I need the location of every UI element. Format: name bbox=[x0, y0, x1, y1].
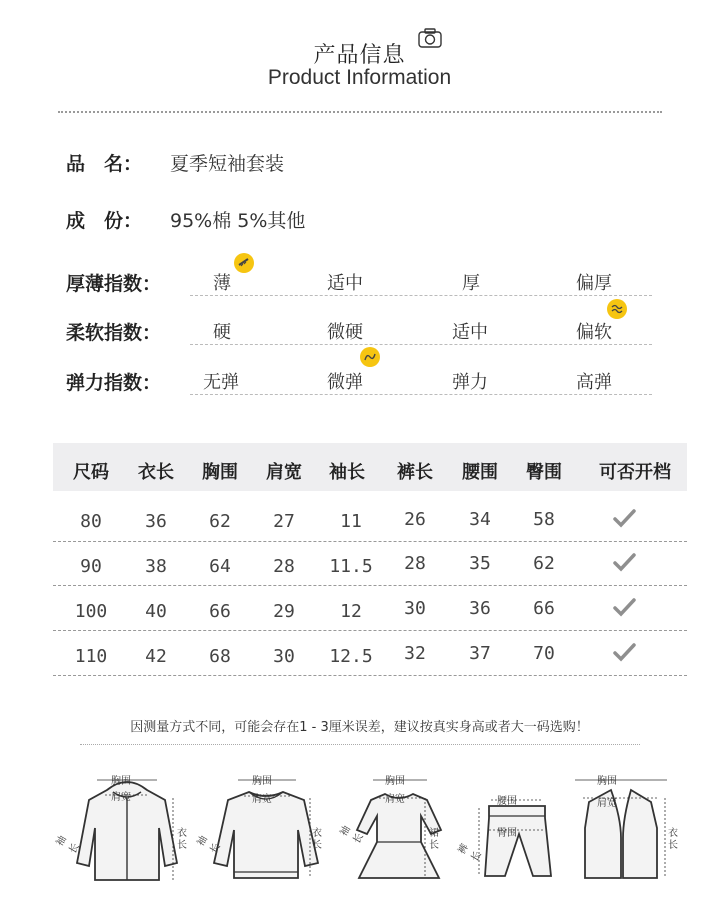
row-divider bbox=[53, 585, 687, 586]
product-name-label: 品 名： bbox=[66, 153, 143, 175]
sweatshirt-diagram bbox=[195, 768, 329, 893]
table-cell: 32 bbox=[404, 643, 426, 664]
table-cell: 64 bbox=[209, 556, 231, 577]
column-header-waist: 腰围 bbox=[462, 462, 498, 483]
pants-length-label: 裤长 bbox=[456, 842, 484, 864]
elasticity-option-none: 无弹 bbox=[203, 372, 239, 393]
table-cell: 90 bbox=[80, 556, 102, 577]
column-header-chest: 胸围 bbox=[202, 462, 238, 483]
check-icon bbox=[612, 508, 636, 528]
column-header-pants-length: 裤长 bbox=[397, 462, 433, 483]
header-divider bbox=[58, 111, 662, 113]
softness-option-slightly-hard: 微硬 bbox=[327, 322, 363, 343]
sleeve-label: 袖长 bbox=[338, 824, 366, 846]
table-cell: 11 bbox=[340, 511, 362, 532]
dress-diagram bbox=[337, 768, 462, 893]
table-cell: 68 bbox=[209, 646, 231, 667]
thickness-option-thick: 厚 bbox=[462, 273, 480, 294]
chest-label: 胸围 bbox=[111, 776, 131, 787]
hoodie-diagram bbox=[54, 768, 190, 893]
row-divider bbox=[53, 675, 687, 676]
thickness-rule bbox=[190, 295, 652, 296]
check-icon bbox=[612, 552, 636, 572]
table-cell: 38 bbox=[145, 556, 167, 577]
column-header-open-crotch: 可否开档 bbox=[599, 462, 671, 483]
measurement-note: 因测量方式不同，可能会存在1 - 3厘米误差，建议按真实身高或者大一码选购！ bbox=[130, 720, 589, 735]
softness-option-medium: 适中 bbox=[452, 322, 488, 343]
column-header-shoulder: 肩宽 bbox=[266, 462, 302, 483]
page-title: 产品信息 bbox=[313, 43, 406, 68]
hip-label: 臀围 bbox=[497, 828, 517, 839]
shoulder-label: 肩宽 bbox=[111, 792, 131, 803]
selected-soft-marker-icon bbox=[607, 299, 627, 319]
table-cell: 40 bbox=[145, 601, 167, 622]
table-cell: 80 bbox=[80, 511, 102, 532]
length-label: 衣长 bbox=[177, 828, 187, 851]
page-subtitle: Product Information bbox=[267, 66, 452, 89]
thickness-option-extra-thick: 偏厚 bbox=[576, 273, 612, 294]
table-cell: 34 bbox=[469, 509, 491, 530]
thickness-option-medium: 适中 bbox=[327, 273, 363, 294]
table-cell: 100 bbox=[74, 601, 108, 622]
table-cell: 28 bbox=[404, 553, 426, 574]
check-icon bbox=[612, 642, 636, 662]
table-cell: 30 bbox=[273, 646, 295, 667]
elasticity-option-elastic: 弹力 bbox=[452, 372, 488, 393]
note-divider bbox=[80, 744, 640, 745]
row-divider bbox=[53, 630, 687, 631]
table-cell: 42 bbox=[145, 646, 167, 667]
product-name-value: 夏季短袖套装 bbox=[170, 153, 285, 175]
material-label: 成 份： bbox=[66, 210, 143, 232]
camera-icon bbox=[418, 28, 442, 48]
table-cell: 35 bbox=[469, 553, 491, 574]
softness-rule bbox=[190, 344, 652, 345]
softness-option-soft: 偏软 bbox=[576, 322, 612, 343]
table-cell: 66 bbox=[209, 601, 231, 622]
column-header-sleeve: 袖长 bbox=[329, 462, 365, 483]
elasticity-option-high: 高弹 bbox=[576, 372, 612, 393]
elasticity-option-slight: 微弹 bbox=[327, 372, 363, 393]
table-cell: 30 bbox=[404, 598, 426, 619]
table-cell: 66 bbox=[533, 598, 555, 619]
chest-label: 胸围 bbox=[597, 776, 617, 787]
pants-icon bbox=[461, 768, 581, 893]
shoulder-label: 肩宽 bbox=[385, 794, 405, 805]
table-cell: 12 bbox=[340, 601, 362, 622]
table-cell: 29 bbox=[273, 601, 295, 622]
table-cell: 70 bbox=[533, 643, 555, 664]
softness-option-hard: 硬 bbox=[213, 322, 231, 343]
material-value: 95%棉 5%其他 bbox=[170, 210, 306, 232]
table-cell: 36 bbox=[469, 598, 491, 619]
selected-slight-marker-icon bbox=[360, 347, 380, 367]
elasticity-rule bbox=[190, 394, 652, 395]
length-label: 裙长 bbox=[429, 828, 439, 851]
table-cell: 62 bbox=[209, 511, 231, 532]
thickness-option-thin: 薄 bbox=[213, 273, 231, 294]
row-divider bbox=[53, 541, 687, 542]
table-cell: 26 bbox=[404, 509, 426, 530]
chest-label: 胸围 bbox=[252, 776, 272, 787]
table-cell: 62 bbox=[533, 553, 555, 574]
selected-thin-marker-icon bbox=[234, 253, 254, 273]
length-label: 衣长 bbox=[312, 828, 322, 851]
column-header-length: 衣长 bbox=[138, 462, 174, 483]
table-cell: 12.5 bbox=[329, 646, 373, 667]
table-cell: 110 bbox=[74, 646, 108, 667]
shoulder-label: 肩宽 bbox=[252, 794, 272, 805]
sleeve-label: 袖长 bbox=[195, 834, 223, 856]
thickness-label: 厚薄指数： bbox=[66, 273, 162, 295]
column-header-size: 尺码 bbox=[73, 462, 109, 483]
table-cell: 36 bbox=[145, 511, 167, 532]
length-label: 衣长 bbox=[668, 828, 678, 851]
waist-label: 腰围 bbox=[497, 796, 517, 807]
elasticity-label: 弹力指数： bbox=[66, 372, 162, 394]
vest-diagram bbox=[569, 768, 694, 893]
table-cell: 37 bbox=[469, 643, 491, 664]
table-cell: 28 bbox=[273, 556, 295, 577]
table-cell: 58 bbox=[533, 509, 555, 530]
softness-label: 柔软指数： bbox=[66, 322, 162, 344]
table-cell: 27 bbox=[273, 511, 295, 532]
column-header-hip: 臀围 bbox=[526, 462, 562, 483]
chest-label: 胸围 bbox=[385, 776, 405, 787]
check-icon bbox=[612, 597, 636, 617]
table-cell: 11.5 bbox=[329, 556, 373, 577]
shoulder-label: 肩宽 bbox=[597, 798, 617, 809]
pants-diagram bbox=[456, 768, 581, 893]
sleeve-label: 袖长 bbox=[54, 834, 82, 856]
